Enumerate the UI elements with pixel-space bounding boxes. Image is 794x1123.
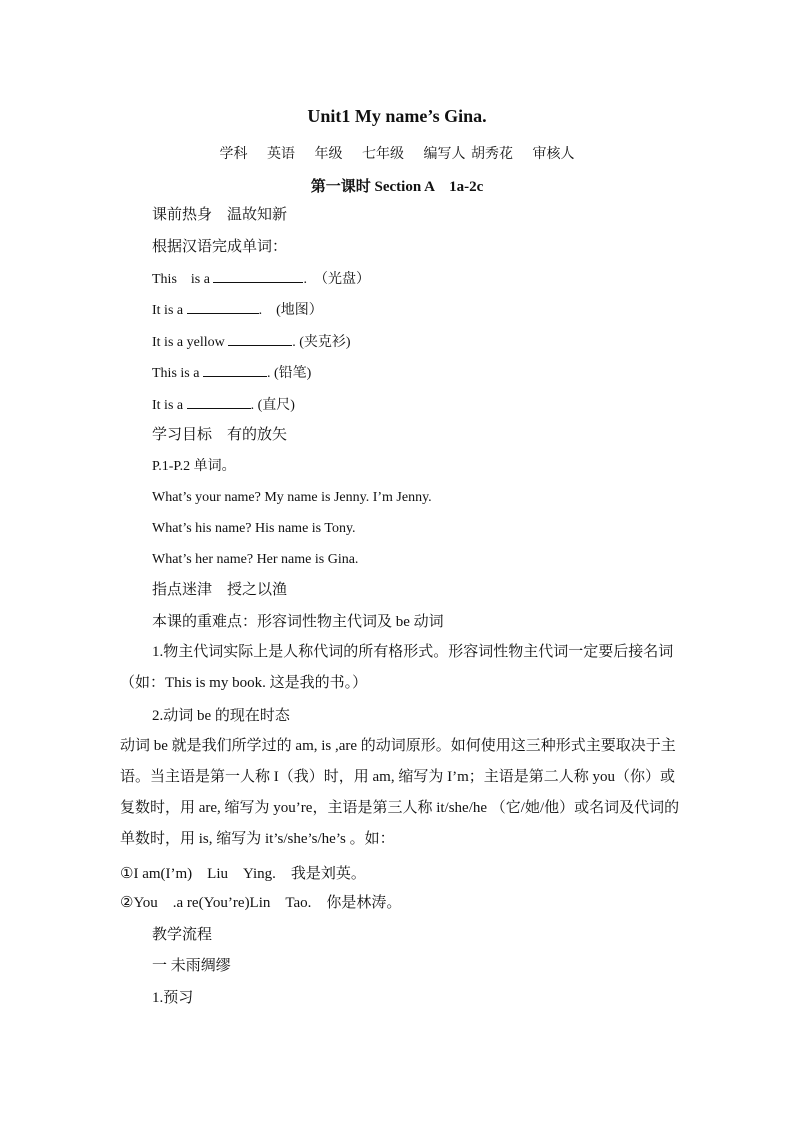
point-2-body: 动词 be 就是我们所学过的 am, is ,are 的动词原形。如何使用这三种形式主要取决于主语。当主语是第一人称 I（我）时，用 am, 缩写为 I’m；主语是第二人称 you（你）或复数时，用 are, 缩写为 you’re，主语是第三人称 it/she/he （它/她/他）或名词及代词的单数时，用 is, 缩写为 it’s/she’s/he’s 。如： xyxy=(120,738,680,847)
guide-heading: 指点迷津 授之以渔 xyxy=(152,582,288,598)
exercise-suffix: . (直尺) xyxy=(250,398,295,413)
preview-item: 1.预习 xyxy=(152,990,194,1006)
reviewer-label: 审核人 xyxy=(532,147,575,162)
exercise-1 xyxy=(152,268,370,290)
exercise-prefix: It is a xyxy=(152,303,184,318)
warmup-instruction: 根据汉语完成单词： xyxy=(152,239,288,255)
answer-blank[interactable] xyxy=(203,362,267,377)
grade-value: 七年级 xyxy=(362,147,404,162)
doc-title: Unit1 My name’s Gina. xyxy=(307,106,487,126)
section-heading: 一 未雨绸缪 xyxy=(152,958,231,974)
lesson-title: 第一课时 Section A 1a-2c xyxy=(310,179,484,195)
answer-blank[interactable] xyxy=(213,268,303,283)
goal-item: What’s her name? Her name is Gina. xyxy=(152,552,359,567)
exercise-suffix: . （光盘） xyxy=(303,272,370,287)
author-label: 编写人 xyxy=(423,147,466,162)
goals-heading: 学习目标 有的放矢 xyxy=(152,427,288,443)
example-2: ②You .a re(You’re)Lin Tao. 你是林涛。 xyxy=(120,895,402,911)
exercise-4 xyxy=(152,362,311,384)
subject-label: 学科 xyxy=(219,147,248,162)
author-value: 胡秀花 xyxy=(471,147,513,162)
exercise-prefix: This is a xyxy=(152,272,210,287)
goal-item: P.1-P.2 单词。 xyxy=(152,459,236,474)
answer-blank[interactable] xyxy=(187,394,251,409)
subject-value: 英语 xyxy=(267,147,295,162)
goal-item: What’s his name? His name is Tony. xyxy=(152,521,356,536)
exercise-suffix: . (地图） xyxy=(258,303,323,318)
example-1: ①I am(I’m) Liu Ying. 我是刘英。 xyxy=(120,866,366,882)
answer-blank[interactable] xyxy=(228,331,292,346)
answer-blank[interactable] xyxy=(187,299,259,314)
doc-meta xyxy=(0,143,794,163)
key-points: 本课的重难点：形容词性物主代词及 be 动词 xyxy=(152,614,444,630)
exercise-prefix: It is a yellow xyxy=(152,335,225,350)
exercise-2 xyxy=(152,299,323,321)
exercise-5 xyxy=(152,394,295,416)
exercise-prefix: It is a xyxy=(152,398,184,413)
goal-item: What’s your name? My name is Jenny. I’m Jenny. xyxy=(152,490,432,505)
exercise-suffix: . (夹克衫) xyxy=(292,335,351,350)
warmup-heading: 课前热身 温故知新 xyxy=(152,207,288,223)
point-2: 2.动词 be 的现在时态 xyxy=(152,708,290,724)
point-1: 1.物主代词实际上是人称代词的所有格形式。形容词性物主代词一定要后接名词（如：This is my book. 这是我的书。） xyxy=(120,644,674,691)
process-heading: 教学流程 xyxy=(152,927,213,943)
exercise-suffix: . (铅笔) xyxy=(266,366,312,381)
exercise-prefix: This is a xyxy=(152,366,200,381)
grade-label: 年级 xyxy=(314,147,343,162)
exercise-3 xyxy=(152,331,351,353)
